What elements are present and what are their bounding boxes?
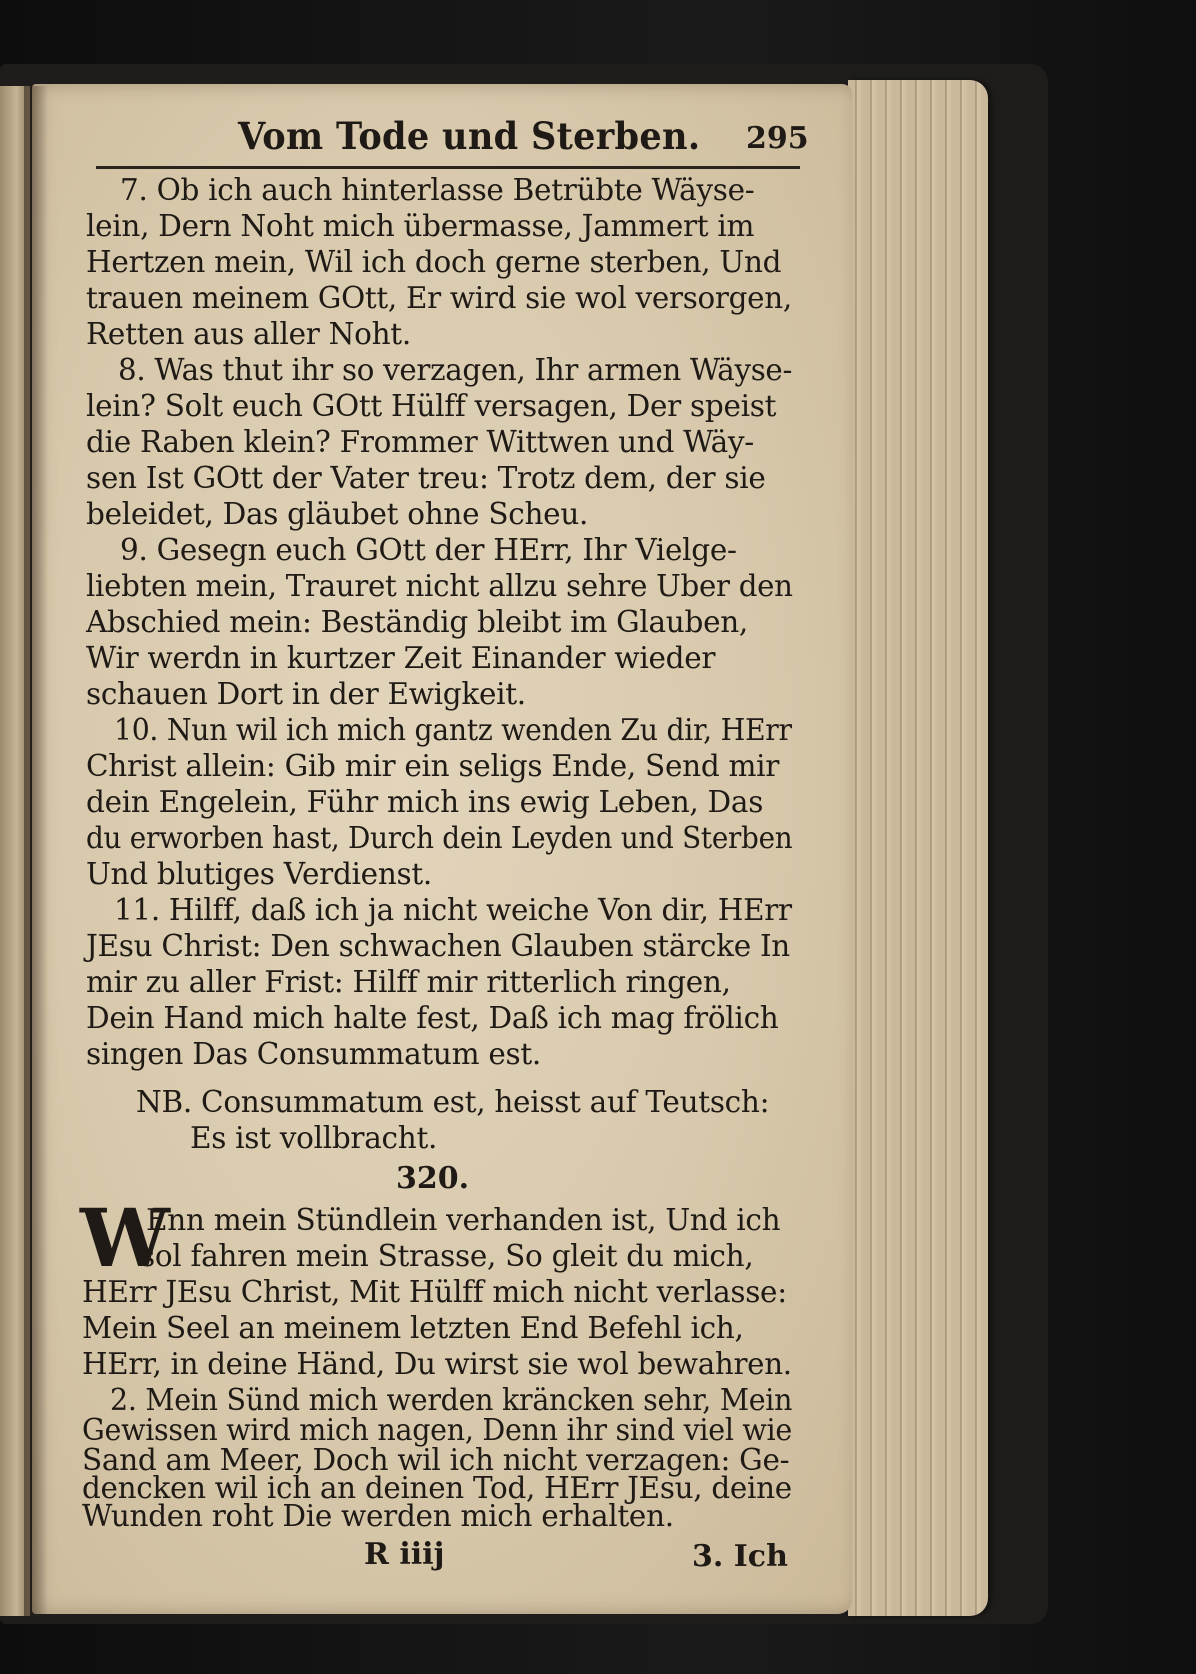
text-line: dein Engelein, Führ mich ins ewig Leben, Das [86, 785, 764, 819]
text-line: 11. Hilff, daß ich ja nicht weiche Von dir, HErr [114, 893, 792, 927]
text-line: Wunden roht Die werden mich erhalten. [82, 1499, 674, 1533]
text-line: JEsu Christ: Den schwachen Glauben stärcke In [86, 929, 791, 963]
text-line: Hertzen mein, Wil ich doch gerne sterben, Und [86, 245, 782, 279]
text-line: mir zu aller Frist: Hilff mir ritterlich ringen, [86, 965, 731, 999]
text-line: sol fahren mein Strasse, So gleit du mich, [140, 1239, 754, 1273]
text-line: Abschied mein: Beständig bleibt im Glauben, [86, 605, 748, 639]
text-line: 9. Gesegn euch GOtt der HErr, Ihr Vielge- [120, 533, 737, 567]
gutter-shadow [24, 86, 48, 1616]
text-line: Wir werdn in kurtzer Zeit Einander wieder [86, 641, 716, 675]
text-line: 7. Ob ich auch hinterlasse Betrübte Wäyse- [120, 173, 755, 207]
header-rule [96, 166, 800, 169]
drop-initial: W [80, 1191, 170, 1285]
text-line: dencken wil ich an deinen Tod, HErr JEsu, deine [82, 1471, 792, 1505]
text-line: Dein Hand mich halte fest, Daß ich mag frölich [86, 1001, 779, 1035]
page-number: 295 [746, 121, 809, 156]
text-line: Enn mein Stündlein verhanden ist, Und ich [146, 1203, 781, 1237]
text-line: du erworben hast, Durch dein Leyden und Sterben [86, 821, 793, 855]
text-line: singen Das Consummatum est. [86, 1037, 541, 1071]
text-line: Sand am Meer, Doch wil ich nicht verzagen: Ge- [82, 1443, 790, 1477]
signature-mark: R iiij [364, 1537, 445, 1572]
text-line: Christ allein: Gib mir ein seligs Ende, Send mir [86, 749, 780, 783]
text-line: Retten aus aller Noht. [86, 317, 411, 351]
text-line: Mein Seel an meinem letzten End Befehl ich, [82, 1311, 744, 1345]
catchword: 3. Ich [692, 1539, 788, 1574]
text-line: lein? Solt euch GOtt Hülff versagen, Der speist [86, 389, 777, 423]
text-line: 2. Mein Sünd mich werden kräncken sehr, Mein [110, 1383, 793, 1417]
text-line: HErr, in deine Händ, Du wirst sie wol bewahren. [82, 1347, 792, 1381]
text-line: die Raben klein? Frommer Wittwen und Wäy- [86, 425, 754, 459]
running-head: Vom Tode und Sterben. [238, 114, 701, 158]
text-line: 8. Was thut ihr so verzagen, Ihr armen Wäyse- [118, 353, 793, 387]
page-stack-edges [848, 80, 988, 1616]
text-line: schauen Dort in der Ewigkeit. [86, 677, 526, 711]
hymn-number: 320. [396, 1161, 470, 1196]
text-line: 10. Nun wil ich mich gantz wenden Zu dir, HErr [114, 713, 792, 747]
text-line: sen Ist GOtt der Vater treu: Trotz dem, der sie [86, 461, 766, 495]
text-line: trauen meinem GOtt, Er wird sie wol versorgen, [86, 281, 792, 315]
text-line: liebten mein, Trauret nicht allzu sehre Uber den [86, 569, 793, 603]
text-line: lein, Dern Noht mich übermasse, Jammert im [86, 209, 755, 243]
text-line: beleidet, Das gläubet ohne Scheu. [86, 497, 589, 531]
text-line: Und blutiges Verdienst. [86, 857, 432, 891]
note-line: Es ist vollbracht. [190, 1121, 438, 1155]
note-line: NB. Consummatum est, heisst auf Teutsch: [136, 1085, 770, 1119]
text-line: HErr JEsu Christ, Mit Hülff mich nicht verlasse: [82, 1275, 787, 1309]
text-line: Gewissen wird mich nagen, Denn ihr sind viel wie [82, 1413, 792, 1447]
